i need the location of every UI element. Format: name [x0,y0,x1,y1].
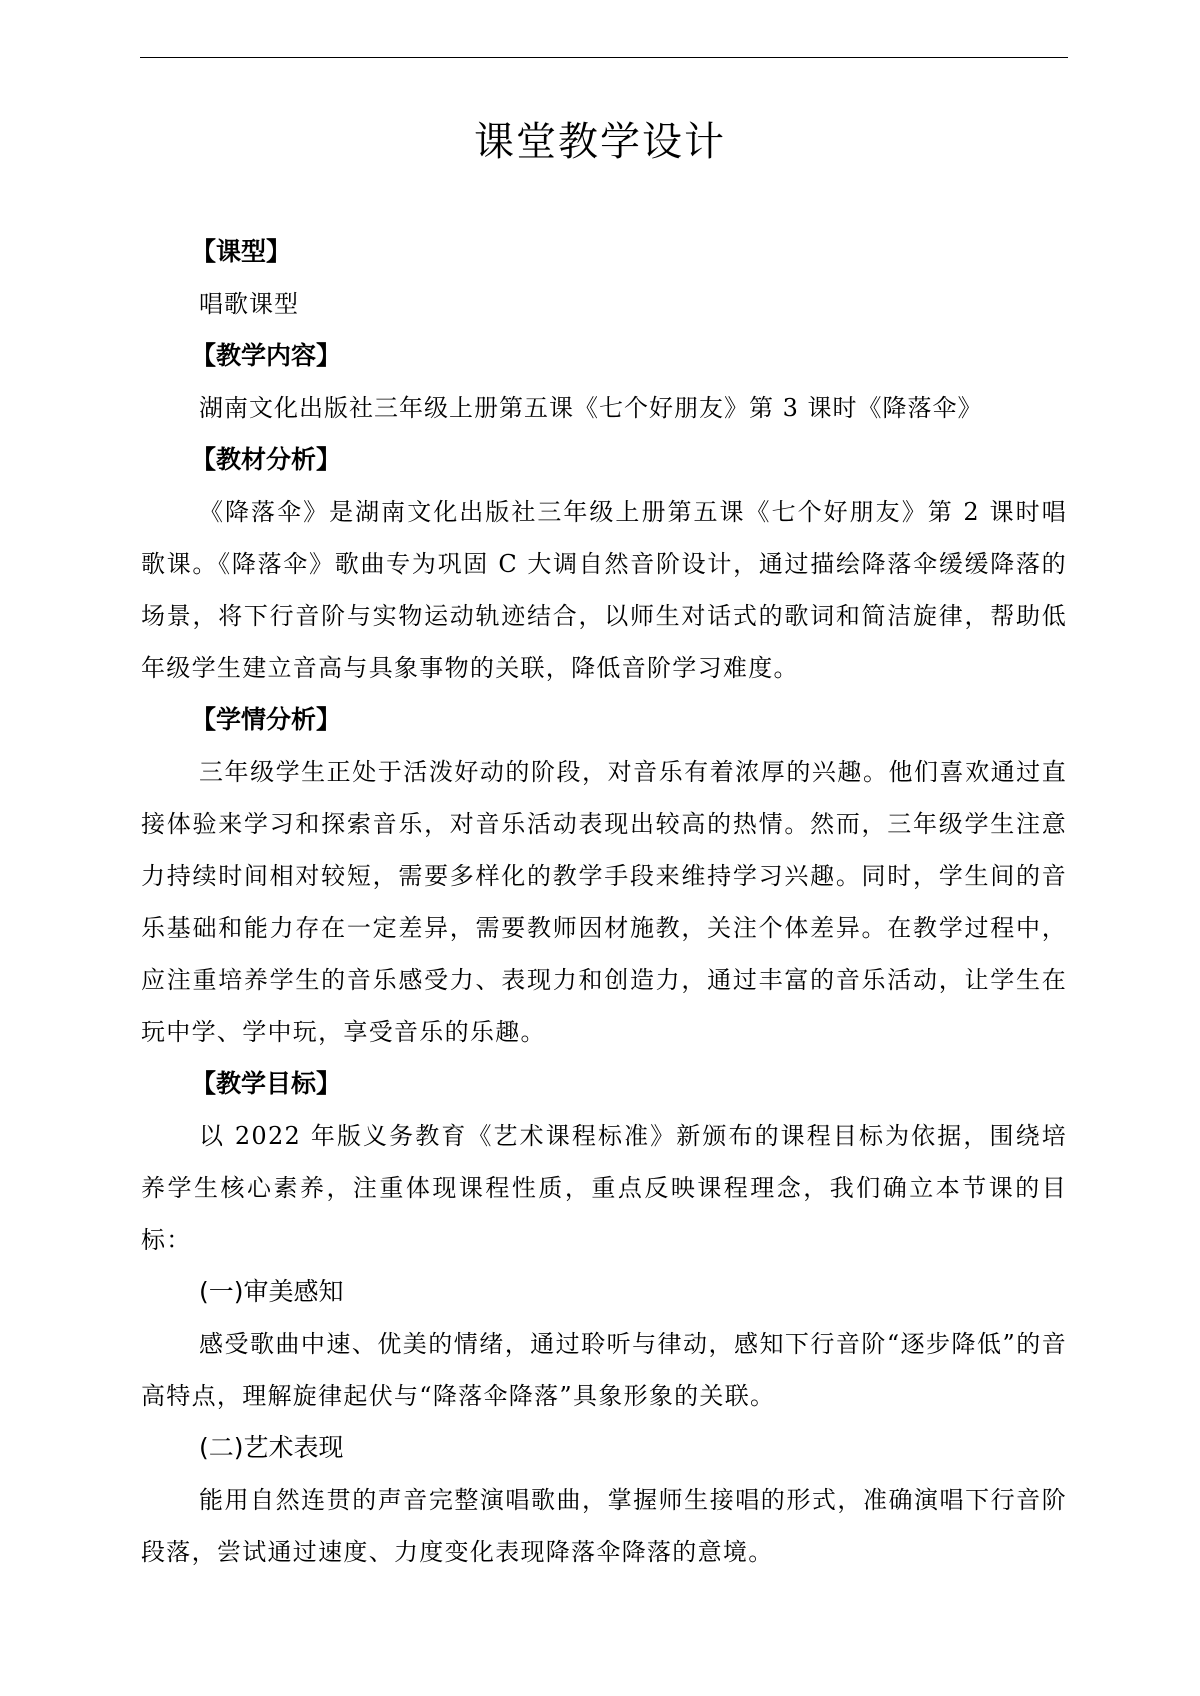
goal-heading-aesthetic-perception: (一)审美感知 [199,1277,344,1306]
section-heading-material-analysis: 【教材分析】 [191,445,342,474]
section-heading-teaching-goals: 【教学目标】 [191,1069,342,1098]
teaching-goals-intro: 以 2022 年版义务教育《艺术课程标准》新颁布的课程目标为依据，围绕培养学生核心素养，注重体现课程性质，重点反映课程理念，我们确立本节课的目标： [141,1122,1067,1254]
lesson-type-text: 唱歌课型 [199,290,299,318]
goal-text-artistic-expression: 能用自然连贯的声音完整演唱歌曲，掌握师生接唱的形式，准确演唱下行音阶段落，尝试通过速度、力度变化表现降落伞降落的意境。 [141,1486,1067,1566]
document-title: 课堂教学设计 [474,119,726,165]
student-analysis-text: 三年级学生正处于活泼好动的阶段，对音乐有着浓厚的兴趣。他们喜欢通过直接体验来学习和探索音乐，对音乐活动表现出较高的热情。然而，三年级学生注意力持续时间相对较短，需要多样化的教学手段来维持学习兴趣。同时，学生间的音乐基础和能力存在一定差异，需要教师因材施教，关注个体差异。在教学过程中，应注重培养学生的音乐感受力、表现力和创造力，通过丰富的音乐活动，让学生在玩中学、学中玩，享受音乐的乐趣。 [141,758,1067,1046]
header-rule [140,57,1068,58]
teaching-content-text: 湖南文化出版社三年级上册第五课《七个好朋友》第 3 课时《降落伞》 [199,394,983,422]
material-analysis-text: 《降落伞》是湖南文化出版社三年级上册第五课《七个好朋友》第 2 课时唱歌课。《降落伞》歌曲专为巩固 C 大调自然音阶设计，通过描绘降落伞缓缓降落的场景，将下行音阶与实物运动轨迹结合，以师生对话式的歌词和简洁旋律，帮助低年级学生建立音高与具象事物的关联，降低音阶学习难度。 [141,498,1067,682]
section-heading-teaching-content: 【教学内容】 [191,341,342,370]
goal-heading-artistic-expression: (二)艺术表现 [199,1433,344,1462]
section-heading-student-analysis: 【学情分析】 [191,705,342,734]
goal-text-aesthetic-perception: 感受歌曲中速、优美的情绪，通过聆听与律动，感知下行音阶“逐步降低”的音高特点，理解旋律起伏与“降落伞降落”具象形象的关联。 [141,1330,1067,1410]
section-heading-lesson-type: 【课型】 [191,237,292,266]
document-body [141,226,1067,1578]
